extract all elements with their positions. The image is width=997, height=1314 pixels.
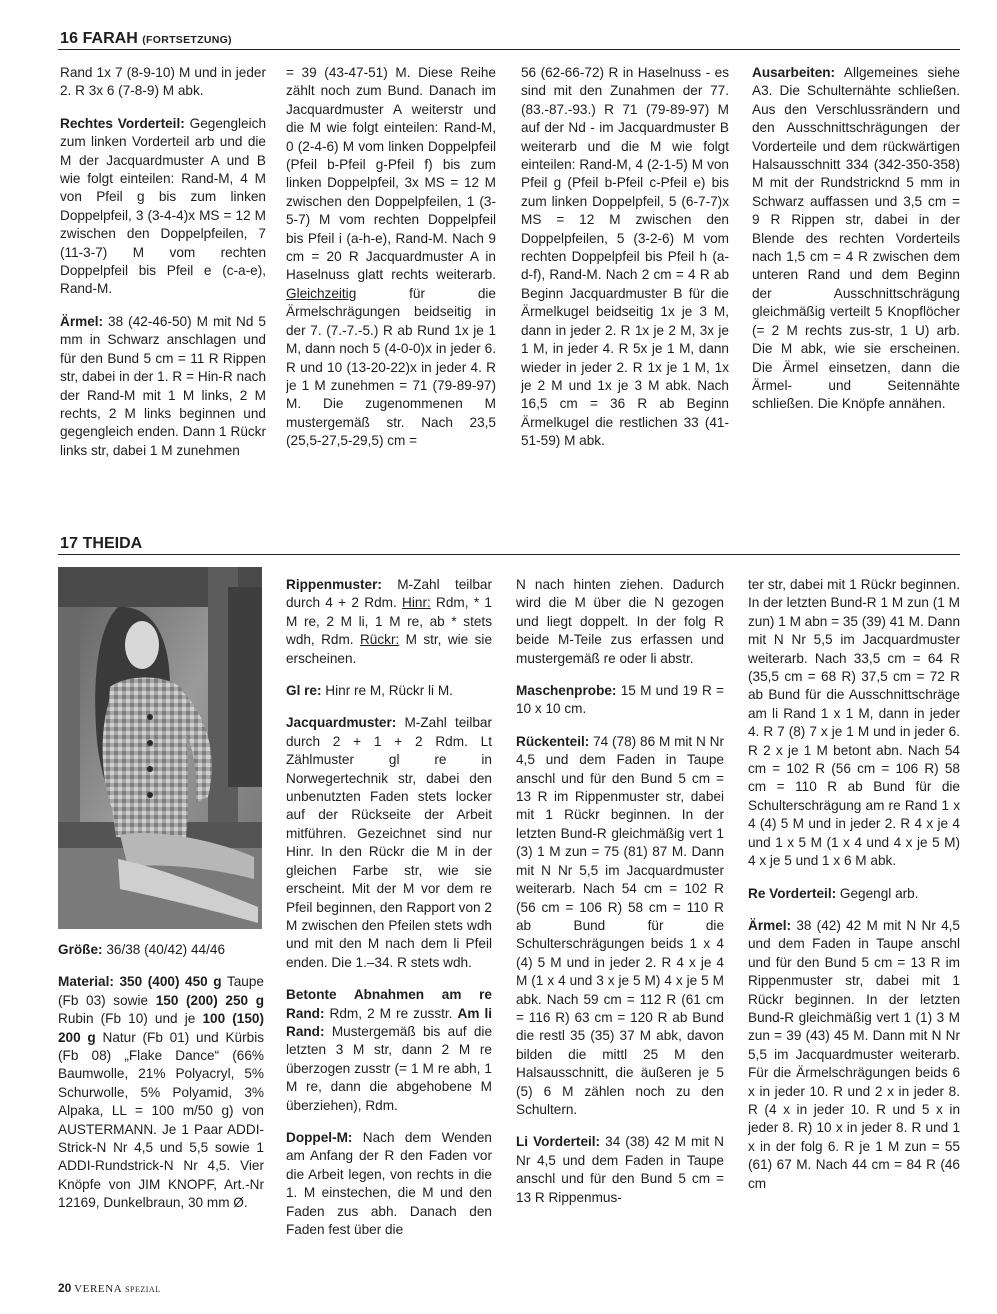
paragraph: Rechtes Vorderteil: Gegengleich zum linken Vorderteil arb und die M der Jacquardmuster A und B wie folgt einteilen: Rand-M, 4 M von Pfeil g bis zum linken Doppelpfeil, 3 (3-4-4)x MS = 12 M zwischen den Doppelpfeilen, 7 (11-3-7) M vom rechten Doppelpfeil bis Pfeil e (c-a-e), Rand-M. bbox=[60, 115, 266, 297]
heading-rueckenteil: Rückenteil: bbox=[516, 733, 590, 749]
section-17-name: THEIDA bbox=[82, 535, 143, 552]
paragraph: 56 (62-66-72) R in Haselnuss - es sind mit den Zunahmen der 77. (83.-87.-93.) R 71 (79-89-97) M auf der Nd - im Jacquardmuster B weiterarb und die M wie folgt einteilen: Rand-M, 4 (2-1-5) M von Pfeil g (Pfeil b-Pfeil c-Pfeil e) bis zum linken Doppelpfeil, 5 (6-7-7)x MS = 12 M zwischen den Doppelpfeilen, 5 (3-2-6) M vom rechten Doppelpfeil bis Pfeil h (a-d-f), Rand-M. Nach 2 cm = 4 R ab Beginn Jacquardmuster B für die Ärmelkugel beidseitig 1x je 3 M, dann in jeder 2. R 1x je 2 M, 3x je 1 M, in jeder 4. R 5x je 1 M, dann wieder in jeder 2. R 1x je 1 M, 1x je 2 M und 1x je 3 M abk. Nach 16,5 cm = 36 R ab Beginn Ärmelkugel die restlichen 33 (41-51-59) M abk. bbox=[521, 65, 729, 449]
paragraph: = 39 (43-47-51) M. Diese Reihe zählt noch zum Bund. Danach im Jacquardmuster A weiterstr und die M wie folgt einteilen: Rand-M, 0 (2-4-6) M vom linken Doppelpfeil (Pfeil b-Pfeil g-Pfeil f) bis zum linken Doppelpfeil, 3x MS = 12 M zwischen den Doppelpfeilen, 1 (3-5-7) M vom rechten Doppelpfeil bis Pfeil i (a-h-e), Rand-M. Nach 9 cm = 20 R Jacquardmuster A in Haselnuss glatt rechts weiterarb. Gleichzeitig für die Ärmelschrägungen beidseitig in der 7. (7.-7.-5.) R ab Rund 1x je 1 M, dann noch 5 (4-0-0)x in jeder 6. R und 10 (13-20-22)x in jeder 4. R je 1 M zunehmen = 71 (79-89-97) M. Die zugenommenen M mustergemäß str. Nach 23,5 (25,5-27,5-29,5) cm = bbox=[286, 65, 496, 449]
section-17-column-4 bbox=[748, 576, 960, 1272]
section-17-column-2 bbox=[286, 576, 492, 1272]
heading-rippenmuster: Rippenmuster: bbox=[286, 577, 382, 592]
section-16-header bbox=[58, 27, 960, 50]
paragraph: Re Vorderteil: Gegengl arb. bbox=[748, 885, 919, 901]
magazine-subtitle: SPEZIAL bbox=[125, 1285, 161, 1294]
heading-groesse: Größe: bbox=[58, 942, 103, 957]
paragraph: Rippenmuster: M-Zahl teilbar durch 4 + 2 Rdm. Hinr: Rdm, * 1 M re, 2 M li, 1 M re, ab * stets wdh, Rdm. Rückr: M str, wie sie erscheinen. bbox=[286, 577, 492, 666]
paragraph: Gl re: Hinr re M, Rückr li M. bbox=[286, 683, 453, 699]
section-16-name: FARAH bbox=[82, 30, 138, 47]
section-16-subtitle: (FORTSETZUNG) bbox=[142, 34, 232, 46]
page-footer bbox=[58, 1281, 161, 1295]
paragraph: Ausarbeiten: Allgemeines siehe A3. Die Schulternähte schließen. Aus den Verschlussrändern und den Ausschnittschrägungen der Vorderteile und dem rückwärtigen Halsausschnitt 334 (342-350-358) M mit der Rundstricknd 5 mm in Schwarz auffassen und 3,5 cm = 9 R Rippen str, dabei in der Blende des rechten Vorderteils nach 1,5 cm = 4 R zwischen dem unteren Rand und dem Beginn der Ausschnittschrägung gleichmäßig verteilt 5 Knopflöcher (= 2 M rechts zus-str, 1 U) arb. Die M abk, wie sie erscheinen. Die Ärmel einsetzen, dann die Ärmel- und Seitennähte schließen. Die Knöpfe annähen. bbox=[752, 65, 960, 412]
model-photo bbox=[58, 567, 262, 929]
section-16-column-2 bbox=[286, 64, 496, 500]
section-17-header bbox=[58, 532, 960, 555]
paragraph: Material: 350 (400) 450 g Taupe (Fb 03) sowie 150 (200) 250 g Rubin (Fb 10) und je 100 (150) 200 g Natur (Fb 01) und Kürbis (Fb 08) „Flake Dance“ (66% Baumwolle, 21% Polyacryl, 5% Schurwolle, 5% Polyamid, 3% Alpaka, LL = 100 m/50 g) von AUSTERMANN. Je 1 Paar ADDI-Strick-N Nr 4,5 und 5,5 sowie 1 ADDI-Rundstrick-N Nr 4,5. Vier Knöpfe von JIM KNOPF, Art.-Nr 12169, Dunkelbraun, 30 mm Ø. bbox=[58, 974, 264, 1211]
heading-ausarbeiten: Ausarbeiten: bbox=[752, 65, 836, 80]
model-photo-illustration bbox=[58, 567, 262, 929]
heading-material: Material: 350 (400) 450 g bbox=[58, 974, 222, 990]
heading-li-vorderteil: Li Vorderteil: bbox=[516, 1134, 601, 1150]
section-17-column-3 bbox=[516, 576, 724, 1272]
heading-maschenprobe: Maschenprobe: bbox=[516, 683, 617, 699]
paragraph: Ärmel: 38 (42) 42 M mit N Nr 4,5 und dem Faden in Taupe anschl und für den Bund 5 cm = 13 R im Rippenmuster str, dabei mit 1 Rückr beginnen. In der letzten Bund-R gleichmäßig vert 1 (1) 3 M zun = 39 (43) 45 M. Dann mit N Nr 5,5 im Jacquardmuster weiterarb. Für die Ärmelschrägungen beids 6 x in jeder 10. R und 2 x in jeder 8. R (4 x in jeder 10. R und 5 x in jeder 8. R) 10 x in jeder 8. R und 1 x in der folg 6. R je 1 M zun = 55 (61) 67 M. Nach 44 cm = 84 R (46 cm bbox=[748, 917, 960, 1191]
heading-aermel-17: Ärmel: bbox=[748, 917, 792, 933]
paragraph: Li Vorderteil: 34 (38) 42 M mit N Nr 4,5 und dem Faden in Taupe anschl und für den Bund 5 cm = 13 R Rippenmus- bbox=[516, 1134, 724, 1205]
section-16-number: 16 bbox=[60, 30, 79, 47]
paragraph: Ärmel: 38 (42-46-50) M mit Nd 5 mm in Schwarz anschlagen und für den Bund 5 cm = 11 R Rippen str, dabei in der 1. R = Hin-R nach der Rand-M mit 1 M links, 2 M rechts, 2 M links beginnen und gegengleich enden. Dann 1 Rückr links str, dabei 1 M zunehmen bbox=[60, 313, 266, 458]
page-number: 20 bbox=[58, 1281, 72, 1295]
paragraph: Maschenprobe: 15 M und 19 R = 10 x 10 cm. bbox=[516, 683, 724, 717]
section-17-number: 17 bbox=[60, 535, 79, 552]
paragraph: ter str, dabei mit 1 Rückr beginnen. In der letzten Bund-R 1 M zun (1 M zun) 1 M abn = 35 (39) 41 M. Dann mit N Nr 5,5 im Jacquardmuster weiterarb. Nach 33,5 cm = 64 R (35,5 cm = 68 R) 37,5 cm = 72 R ab Bund für die Ausschnittschräge am li Rand 1 x 1 M, dann in jeder 4. R 7 (8) 7 x je 1 M und in jeder 6. R 2 x je 1 M betont abn. Nach 54 cm = 102 R (56 cm = 106 R) 58 cm = 110 R ab Bund für die Schulterschrägung am re Rand 1 x 4 (4) 5 M und in jeder 2. R 4 x je 4 und 1 x 5 M (1 x 4 und 4 x je 5 M) 4 x je 5 und 1 x 6 M abk. bbox=[748, 577, 960, 869]
paragraph: Doppel-M: Nach dem Wenden am Anfang der R den Faden vor die Arbeit legen, von rechts in die 1. M einstechen, die M und den Faden zus abh. Danach den Faden fest über die bbox=[286, 1129, 492, 1237]
section-16-column-3 bbox=[521, 64, 729, 500]
magazine-name: VERENA bbox=[74, 1283, 123, 1295]
section-16-column-4 bbox=[752, 64, 960, 500]
section-17-column-1 bbox=[58, 941, 264, 1269]
section-16-column-1 bbox=[60, 64, 266, 500]
heading-rechtes-vorderteil: Rechtes Vorderteil: bbox=[60, 115, 185, 131]
paragraph: Rückenteil: 74 (78) 86 M mit N Nr 4,5 und dem Faden in Taupe anschl und für den Bund 5 cm = 13 R im Rippenmuster str, dabei mit 1 Rückr beginnen. In der letzten Bund-R gleichmäßig vert 1 (3) 1 M zun = 75 (81) 87 M. Dann mit N Nr 5,5 im Jacquardmuster weiterarb. Nach 54 cm = 102 R (56 cm = 106 R) 58 cm = 110 R ab Bund für die Schulterschrägungen beids 1 x 4 (4) 5 M und in jeder 2. R 4 x je 4 M (1 x 4 und 3 x je 5 M) 4 x je 5 M abk. Nach 59 cm = 112 R (61 cm = 116 R) 63 cm = 120 R ab Bund die restl 35 (35) 37 M abk, davon bilden die mittl 25 M den Halsausschnitt, die äußeren je 5 (5) 6 M zählen noch zu den Schultern. bbox=[516, 733, 724, 1117]
heading-gl-re: Gl re: bbox=[286, 683, 322, 699]
heading-betonte-abnahmen: Betonte Abnahmen am re Rand: bbox=[286, 987, 492, 1021]
paragraph: Größe: 36/38 (40/42) 44/46 bbox=[58, 942, 225, 957]
heading-jacquardmuster: Jacquardmuster: bbox=[286, 715, 397, 731]
heading-aermel: Ärmel: bbox=[60, 313, 104, 329]
paragraph: N nach hinten ziehen. Dadurch wird die M über die N gezogen und liegt doppelt. In der folg R beide M-Teile zus erfassen und mustergemäß re oder li abstr. bbox=[516, 577, 724, 666]
heading-re-vorderteil: Re Vorderteil: bbox=[748, 885, 837, 901]
paragraph: Rand 1x 7 (8-9-10) M und in jeder 2. R 3x 6 (7-8-9) M abk. bbox=[60, 65, 266, 99]
paragraph: Jacquardmuster: M-Zahl teilbar durch 2 + 1 + 2 Rdm. Lt Zählmuster gl re in Norwegertechnik str, dabei den unbenutzten Faden stets locker auf der Rückseite der Arbeit mitführen. Gezeichnet sind nur Hinr. In den Rückr die M in der gleichen Farbe str, wie sie erscheint. Mit der M vor dem re Pfeil beginnen, den Rapport von 2 M zwischen den Pfeilen stets wdh und mit den M nach dem li Pfeil enden. Die 1.–34. R stets wdh. bbox=[286, 715, 492, 970]
paragraph: Betonte Abnahmen am re Rand: Rdm, 2 M re zusstr. Am li Rand: Mustergemäß bis auf die letzten 3 M str, dann 2 M re überzogen zusstr (= 1 M re abh, 1 M re, dann die abgehobene M überziehen), Rdm. bbox=[286, 987, 492, 1113]
heading-doppel-m: Doppel-M: bbox=[286, 1129, 353, 1145]
